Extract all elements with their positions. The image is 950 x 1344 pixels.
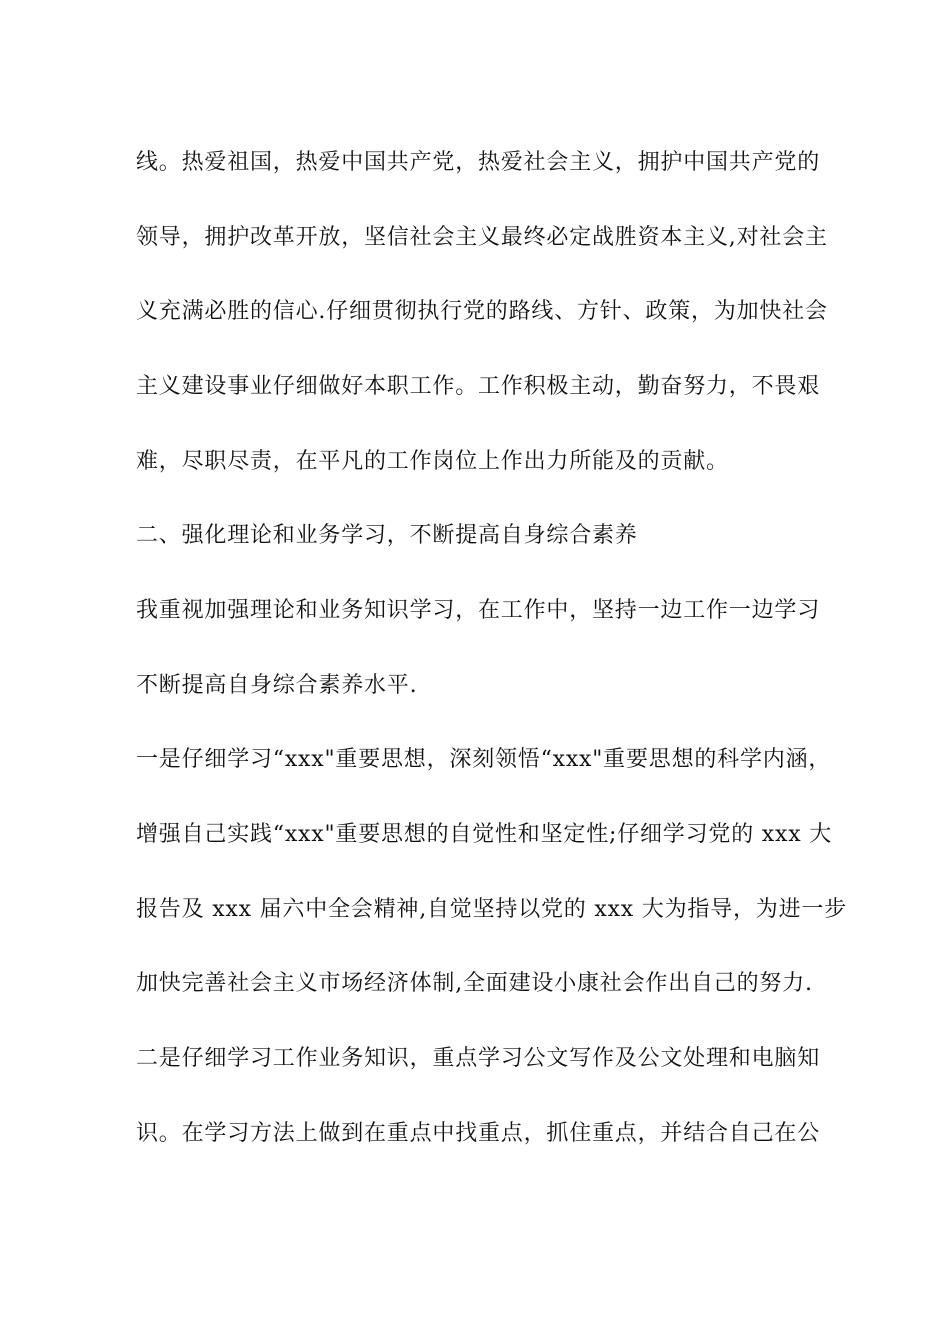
paragraph-line: 我重视加强理论和业务知识学习，在工作中，坚持一边工作一边学习 (136, 598, 821, 623)
paragraph-line: 线。热爱祖国，热爱中国共产党，热爱社会主义，拥护中国共产党的 (136, 150, 821, 175)
paragraph-line: 义充满必胜的信心.仔细贯彻执行党的路线、方针、政策，为加快社会 (136, 299, 828, 324)
paragraph-line: 报告及 xxx 届六中全会精神,自觉坚持以党的 xxx 大为指导，为进一步 (136, 897, 848, 922)
paragraph-line: 增强自己实践“xxx"重要思想的自觉性和坚定性;仔细学习党的 xxx 大 (136, 822, 833, 847)
paragraph-line: 识。在学习方法上做到在重点中找重点，抓住重点，并结合自己在公 (136, 1121, 821, 1146)
paragraph-line: 加快完善社会主义市场经济体制,全面建设小康社会作出自己的努力. (136, 971, 813, 996)
paragraph-line: 难，尽职尽责，在平凡的工作岗位上作出力所能及的贡献。 (136, 449, 729, 474)
paragraph-line: 不断提高自身综合素养水平. (136, 673, 418, 698)
paragraph-line: 一是仔细学习“xxx"重要思想，深刻领悟“xxx"重要思想的科学内涵， (136, 747, 832, 772)
section-heading: 二、强化理论和业务学习，不断提高自身综合素养 (136, 523, 638, 548)
paragraph-line: 主义建设事业仔细做好本职工作。工作积极主动，勤奋努力，不畏艰 (136, 374, 821, 399)
paragraph-line: 领导，拥护改革开放，坚信社会主义最终必定战胜资本主义,对社会主 (136, 225, 828, 250)
paragraph-line: 二是仔细学习工作业务知识，重点学习公文写作及公文处理和电脑知 (136, 1046, 821, 1071)
